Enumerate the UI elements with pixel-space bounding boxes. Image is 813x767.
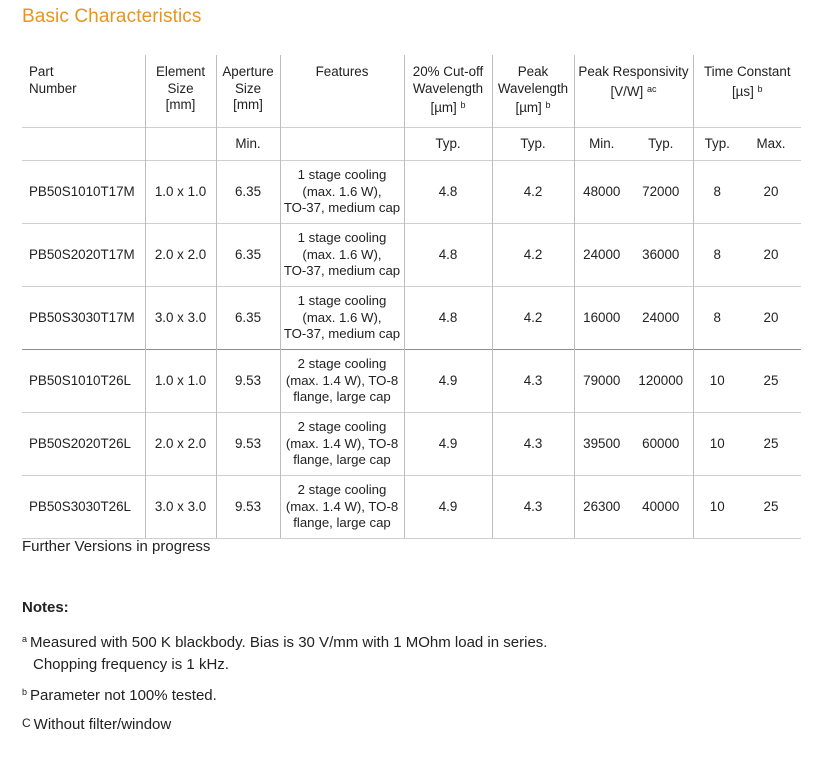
characteristics-table	[22, 55, 801, 539]
cell-aperture: 9.53	[216, 476, 280, 539]
cell-tc-max: 20	[741, 224, 801, 287]
table-row	[22, 287, 801, 350]
cell-resp-typ: 120000	[629, 350, 693, 413]
cell-part-number: PB50S3030T17M	[22, 287, 145, 350]
cell-peak: 4.3	[492, 413, 574, 476]
table-row	[22, 161, 801, 224]
note-c-marker: C	[22, 716, 31, 730]
cell-resp-min: 79000	[574, 350, 629, 413]
subheader-resp-typ: Typ.	[629, 128, 693, 161]
subheader-peak-typ: Typ.	[492, 128, 574, 161]
cell-features: 1 stage cooling (max. 1.6 W), TO-37, medium cap	[280, 287, 404, 350]
cell-tc-typ: 10	[693, 350, 741, 413]
cell-element-size: 2.0 x 2.0	[145, 224, 216, 287]
cell-aperture: 6.35	[216, 224, 280, 287]
cell-element-size: 1.0 x 1.0	[145, 161, 216, 224]
cell-resp-typ: 36000	[629, 224, 693, 287]
cell-resp-min: 39500	[574, 413, 629, 476]
header-peak-responsivity: Peak Responsivity [V/W] $^{ac}$	[574, 55, 693, 128]
cell-peak: 4.2	[492, 161, 574, 224]
subheader-time-max: Max.	[741, 128, 801, 161]
cell-tc-max: 20	[741, 161, 801, 224]
table-row	[22, 476, 801, 539]
table-row	[22, 350, 801, 413]
notes-heading: Notes:	[22, 599, 69, 616]
cell-part-number: PB50S1010T17M	[22, 161, 145, 224]
subheader-cutoff-typ: Typ.	[404, 128, 492, 161]
note-c-text: Without filter/window	[33, 716, 172, 733]
cell-tc-max: 20	[741, 287, 801, 350]
cell-tc-max: 25	[741, 476, 801, 539]
table-row	[22, 413, 801, 476]
table-row	[22, 224, 801, 287]
subheader-time-typ: Typ.	[693, 128, 741, 161]
cell-element-size: 1.0 x 1.0	[145, 350, 216, 413]
cell-resp-min: 26300	[574, 476, 629, 539]
cell-resp-min: 16000	[574, 287, 629, 350]
cell-features: 2 stage cooling (max. 1.4 W), TO-8 flange, large cap	[280, 413, 404, 476]
cell-resp-typ: 72000	[629, 161, 693, 224]
cell-tc-typ: 8	[693, 161, 741, 224]
subheader-blank	[22, 128, 145, 161]
cell-resp-min: 48000	[574, 161, 629, 224]
cell-peak: 4.2	[492, 287, 574, 350]
cell-element-size: 2.0 x 2.0	[145, 413, 216, 476]
header-features: Features	[280, 55, 404, 128]
cell-features: 2 stage cooling (max. 1.4 W), TO-8 flange, large cap	[280, 350, 404, 413]
cell-part-number: PB50S3030T26L	[22, 476, 145, 539]
cell-tc-max: 25	[741, 350, 801, 413]
section-title: Basic Characteristics	[22, 6, 202, 27]
cell-resp-typ: 60000	[629, 413, 693, 476]
cell-cutoff: 4.8	[404, 287, 492, 350]
cell-cutoff: 4.8	[404, 161, 492, 224]
cell-tc-max: 25	[741, 413, 801, 476]
header-part-number: Part Number	[29, 64, 77, 96]
cell-element-size: 3.0 x 3.0	[145, 476, 216, 539]
cell-resp-typ: 24000	[629, 287, 693, 350]
cell-peak: 4.3	[492, 476, 574, 539]
header-peak-wavelength: Peak Wavelength [µm] $^b$	[492, 55, 574, 128]
note-c	[22, 712, 171, 736]
cell-element-size: 3.0 x 3.0	[145, 287, 216, 350]
cell-part-number: PB50S2020T17M	[22, 224, 145, 287]
cell-aperture: 9.53	[216, 413, 280, 476]
note-b	[22, 681, 217, 707]
cell-features: 2 stage cooling (max. 1.4 W), TO-8 flange, large cap	[280, 476, 404, 539]
further-versions-note: Further Versions in progress	[22, 538, 211, 555]
subheader-blank	[145, 128, 216, 161]
cell-tc-typ: 8	[693, 224, 741, 287]
note-b-marker: b	[22, 687, 28, 697]
cell-cutoff: 4.9	[404, 476, 492, 539]
cell-peak: 4.2	[492, 224, 574, 287]
header-aperture-size: Aperture Size [mm]	[216, 55, 280, 128]
cell-aperture: 6.35	[216, 161, 280, 224]
cell-tc-typ: 10	[693, 476, 741, 539]
subheader-blank	[280, 128, 404, 161]
note-a-continuation: Chopping frequency is 1 kHz.	[33, 656, 229, 673]
cell-cutoff: 4.9	[404, 350, 492, 413]
subheader-resp-min: Min.	[574, 128, 629, 161]
cell-tc-typ: 10	[693, 413, 741, 476]
cell-tc-typ: 8	[693, 287, 741, 350]
cell-part-number: PB50S1010T26L	[22, 350, 145, 413]
header-element-size: Element Size [mm]	[145, 55, 216, 128]
header-time-constant: Time Constant [µs] $^b$	[693, 55, 801, 128]
cell-aperture: 6.35	[216, 287, 280, 350]
cell-resp-typ: 40000	[629, 476, 693, 539]
note-b-text: Parameter not 100% tested.	[30, 687, 217, 704]
header-cutoff-wavelength: 20% Cut-off Wavelength [µm] $^b$	[404, 55, 492, 128]
cell-aperture: 9.53	[216, 350, 280, 413]
cell-cutoff: 4.8	[404, 224, 492, 287]
cell-cutoff: 4.9	[404, 413, 492, 476]
note-a-marker: a	[22, 634, 28, 644]
cell-resp-min: 24000	[574, 224, 629, 287]
cell-features: 1 stage cooling (max. 1.6 W), TO-37, medium cap	[280, 161, 404, 224]
cell-peak: 4.3	[492, 350, 574, 413]
note-a	[22, 628, 547, 676]
subheader-aperture-min: Min.	[216, 128, 280, 161]
cell-features: 1 stage cooling (max. 1.6 W), TO-37, medium cap	[280, 224, 404, 287]
note-a-text: Measured with 500 K blackbody. Bias is 30 V/mm with 1 MOhm load in series.	[30, 634, 548, 651]
cell-part-number: PB50S2020T26L	[22, 413, 145, 476]
